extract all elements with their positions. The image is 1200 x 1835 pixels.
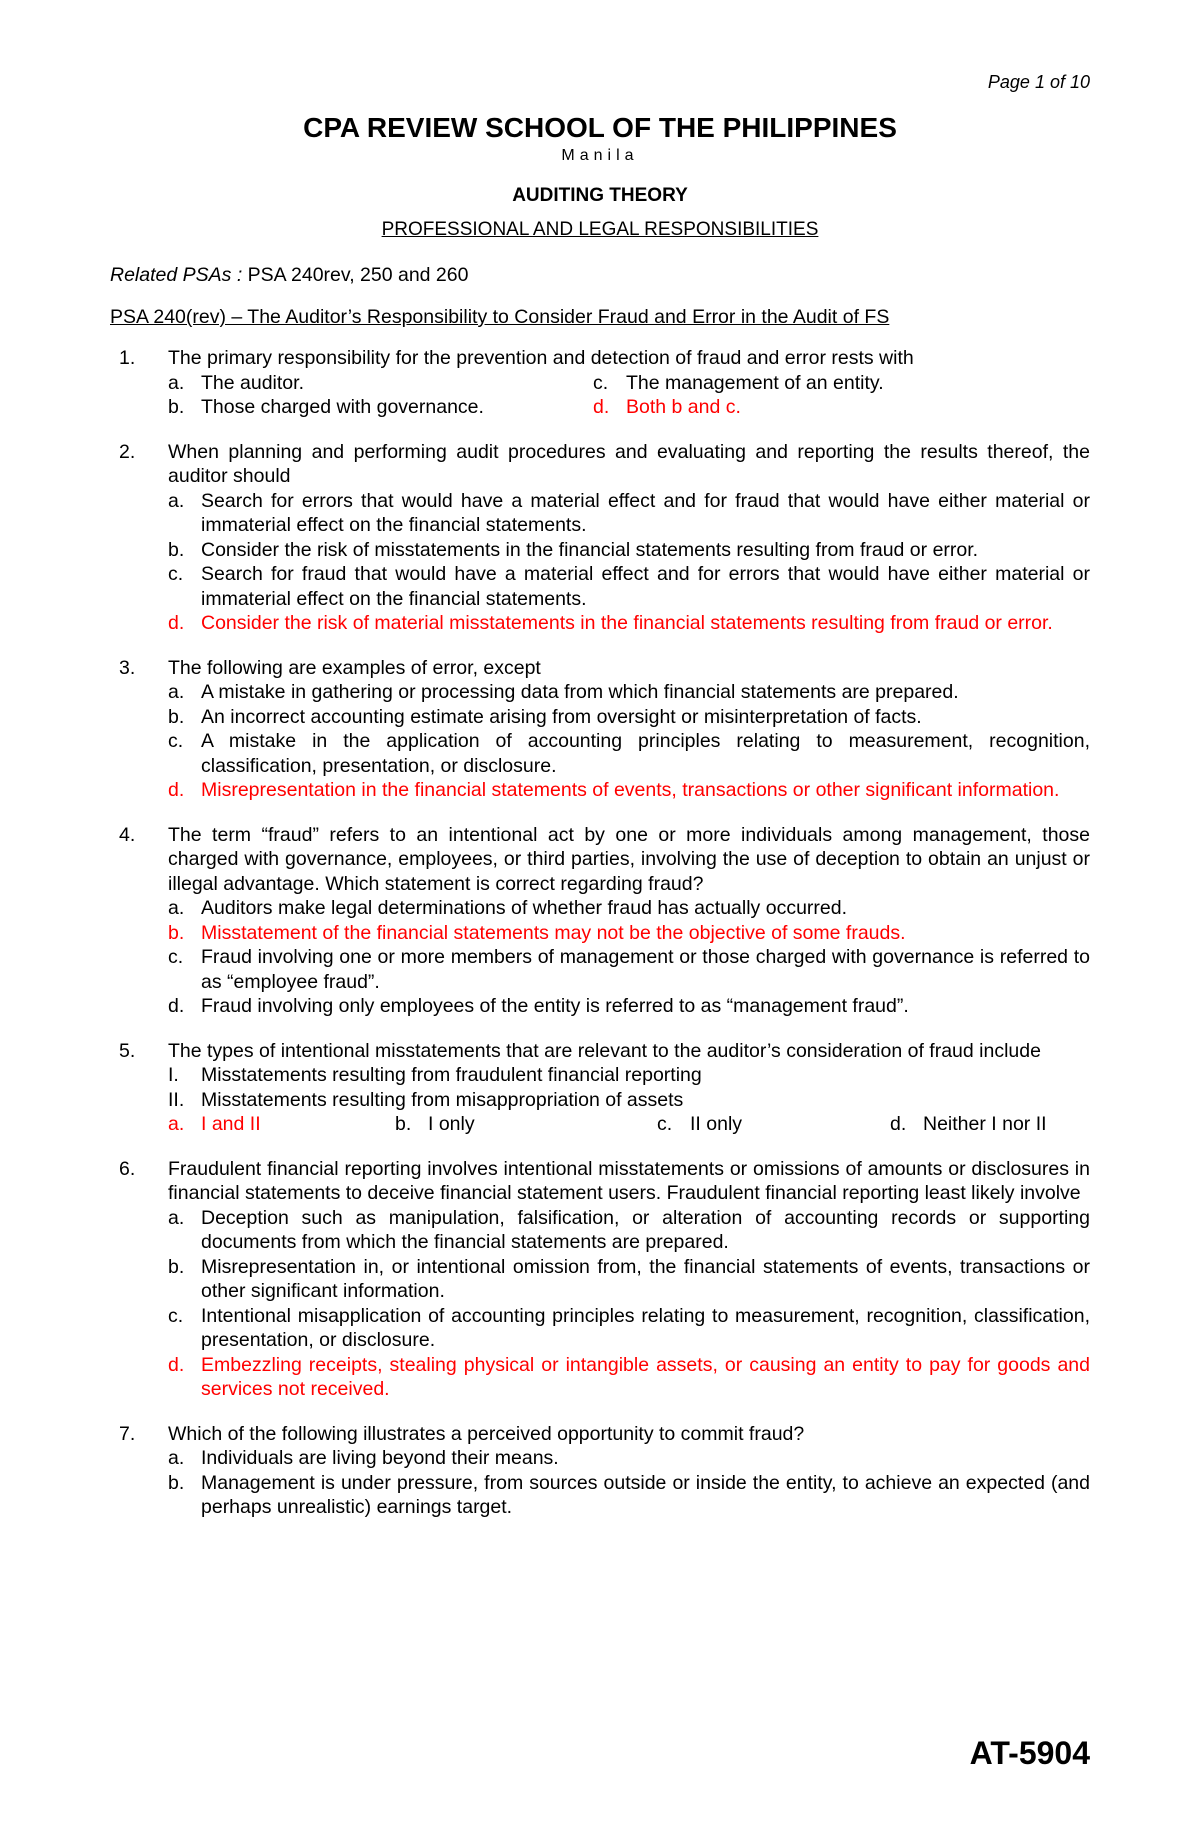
option-row xyxy=(168,1112,1090,1137)
option-b-answer xyxy=(168,921,1090,946)
question-6 xyxy=(110,1157,1090,1402)
subject-title: AUDITING THEORY xyxy=(512,185,688,206)
option-letter: b. xyxy=(168,538,185,561)
option-text: II only xyxy=(690,1113,743,1135)
option-letter: c. xyxy=(168,1304,184,1327)
option-text: Deception such as manipulation, falsification, or alteration of accounting records or supporting documents from which the financial statements are prepared. xyxy=(201,1206,1090,1253)
school-city: Manila xyxy=(561,147,639,164)
question-number: 1. xyxy=(119,347,136,369)
option-d-answer xyxy=(168,611,1090,636)
option-text: I and II xyxy=(201,1113,261,1135)
option-text: The management of an entity. xyxy=(626,371,884,394)
option-letter: a. xyxy=(168,681,185,703)
document-code: AT-5904 xyxy=(969,1735,1090,1771)
option-text: Search for fraud that would have a material effect and for errors that would have either material or immaterial effect on the financial statements. xyxy=(201,563,1090,610)
option-text: Consider the risk of misstatements in the financial statements resulting from fraud or error. xyxy=(201,538,979,561)
option-letter: a. xyxy=(168,897,185,919)
option-c xyxy=(168,729,1090,778)
option-d-answer xyxy=(593,395,993,420)
option-letter: a. xyxy=(168,1206,185,1229)
option-letter: d. xyxy=(890,1113,907,1135)
option-text: An incorrect accounting estimate arising from oversight or misinterpretation of facts. xyxy=(201,705,922,728)
question-number: 7. xyxy=(119,1422,136,1445)
question-7 xyxy=(110,1422,1090,1520)
option-letter: a. xyxy=(168,1447,185,1469)
option-text: Fraud involving one or more members of management or those charged with governance is referred to as “employee fraud”. xyxy=(201,946,1090,993)
option-text: Management is under pressure, from sources outside or inside the entity, to achieve an expected (and perhaps unrealistic) earnings target. xyxy=(201,1471,1090,1518)
option-c xyxy=(593,371,993,396)
question-stem: The term “fraud” refers to an intentional act by one or more individuals among management, those charged with governance, employees, or third parties, involving the use of deception to obtain an unjust or illegal advantage. Which statement is correct regarding fraud? xyxy=(168,823,1090,895)
option-letter: b. xyxy=(168,1471,185,1494)
option-b xyxy=(168,1255,1090,1304)
document-header xyxy=(110,110,1090,242)
option-text: Auditors make legal determinations of whether fraud has actually occurred. xyxy=(201,897,848,919)
related-psas-label: Related PSAs : xyxy=(110,264,243,286)
question-number: 5. xyxy=(119,1039,136,1062)
statement-numeral: II. xyxy=(168,1088,185,1111)
option-letter: a. xyxy=(168,489,185,512)
option-b xyxy=(168,1471,1090,1520)
option-a xyxy=(168,1206,1090,1255)
option-letter: b. xyxy=(168,705,185,728)
option-text: A mistake in gathering or processing data from which financial statements are prepared. xyxy=(201,681,959,703)
option-text: I only xyxy=(428,1113,475,1135)
option-a xyxy=(168,371,593,396)
question-number: 6. xyxy=(119,1157,136,1180)
question-2 xyxy=(110,440,1090,636)
statement-i xyxy=(168,1063,1090,1088)
section-title: PSA 240(rev) – The Auditor’s Responsibility to Consider Fraud and Error in the Audit of FS xyxy=(110,306,890,328)
option-c xyxy=(657,1112,890,1137)
option-text: Both b and c. xyxy=(626,396,741,418)
option-letter: b. xyxy=(168,396,185,418)
option-a xyxy=(168,489,1090,538)
option-text: Misrepresentation in the financial statements of events, transactions or other significant information. xyxy=(201,779,1060,801)
question-number: 3. xyxy=(119,656,136,679)
option-text: Search for errors that would have a material effect and for fraud that would have either material or immaterial effect on the financial statements. xyxy=(201,489,1090,536)
option-b xyxy=(168,705,1090,730)
question-number: 2. xyxy=(119,440,136,463)
question-3 xyxy=(110,656,1090,803)
option-text: Embezzling receipts, stealing physical or intangible assets, or causing an entity to pay for goods and services not received. xyxy=(201,1353,1090,1400)
option-a xyxy=(168,1446,1090,1471)
question-stem: The types of intentional misstatements that are relevant to the auditor’s consideration of fraud include xyxy=(168,1039,1041,1062)
question-stem: When planning and performing audit procedures and evaluating and reporting the results thereof, the auditor should xyxy=(168,440,1090,487)
option-letter: c. xyxy=(593,371,609,394)
option-letter: d. xyxy=(168,1353,185,1376)
question-number: 4. xyxy=(119,823,136,846)
option-letter: d. xyxy=(168,612,185,634)
option-text: A mistake in the application of accounting principles relating to measurement, recognition, classification, presentation, or disclosure. xyxy=(201,730,1090,777)
page-number: Page 1 of 10 xyxy=(987,72,1090,92)
school-name: CPA REVIEW SCHOOL OF THE PHILIPPINES xyxy=(303,112,897,143)
statement-text: Misstatements resulting from misappropriation of assets xyxy=(201,1088,684,1111)
option-d-answer xyxy=(168,778,1090,803)
question-stem: Fraudulent financial reporting involves intentional misstatements or omissions of amounts or disclosures in financial statements to deceive financial statement users. Fraudulent financial reporting least likely involve xyxy=(168,1157,1090,1204)
option-d-answer xyxy=(168,1353,1090,1402)
option-grid xyxy=(168,371,1090,420)
option-text: Neither I nor II xyxy=(923,1113,1047,1135)
option-c xyxy=(168,1304,1090,1353)
topic-title: PROFESSIONAL AND LEGAL RESPONSIBILITIES xyxy=(381,219,819,240)
question-stem: The following are examples of error, except xyxy=(168,656,541,679)
option-text: Fraud involving only employees of the entity is referred to as “management fraud”. xyxy=(201,995,909,1017)
option-letter: a. xyxy=(168,371,185,394)
option-text: The auditor. xyxy=(201,371,304,394)
option-letter: b. xyxy=(168,1255,185,1278)
statement-text: Misstatements resulting from fraudulent financial reporting xyxy=(201,1064,702,1086)
option-letter: a. xyxy=(168,1113,185,1135)
option-b xyxy=(168,538,1090,563)
option-d xyxy=(890,1112,1090,1137)
option-b xyxy=(168,395,593,420)
option-letter: c. xyxy=(168,946,184,968)
option-b xyxy=(395,1112,657,1137)
option-letter: b. xyxy=(395,1113,412,1135)
option-letter: c. xyxy=(168,563,184,585)
option-text: Intentional misapplication of accounting principles relating to measurement, recognition, classification, presentation, or disclosure. xyxy=(201,1304,1090,1351)
option-letter: d. xyxy=(168,995,185,1017)
option-d xyxy=(168,994,1090,1019)
option-a xyxy=(168,680,1090,705)
option-letter: c. xyxy=(168,730,184,752)
related-psas-value: PSA 240rev, 250 and 260 xyxy=(242,264,469,286)
question-1 xyxy=(110,346,1090,420)
question-stem: The primary responsibility for the prevention and detection of fraud and error rests with xyxy=(168,347,914,369)
option-letter: c. xyxy=(657,1113,673,1135)
option-text: Those charged with governance. xyxy=(201,396,484,418)
question-list xyxy=(110,346,1090,1540)
option-text: Consider the risk of material misstatements in the financial statements resulting from fraud or error. xyxy=(201,612,1053,634)
option-a xyxy=(168,896,1090,921)
option-letter: d. xyxy=(593,396,610,418)
option-text: Misstatement of the financial statements may not be the objective of some frauds. xyxy=(201,921,906,944)
question-5 xyxy=(110,1039,1090,1137)
question-4 xyxy=(110,823,1090,1019)
option-letter: d. xyxy=(168,779,185,801)
option-letter: b. xyxy=(168,921,185,944)
question-stem: Which of the following illustrates a perceived opportunity to commit fraud? xyxy=(168,1422,805,1445)
option-text: Misrepresentation in, or intentional omission from, the financial statements of events, transactions or other significant information. xyxy=(201,1255,1090,1302)
statement-numeral: I. xyxy=(168,1064,179,1086)
statement-ii xyxy=(168,1088,1090,1113)
related-psas xyxy=(110,263,468,288)
option-c xyxy=(168,945,1090,994)
option-text: Individuals are living beyond their means. xyxy=(201,1447,559,1469)
option-a-answer xyxy=(168,1112,395,1137)
option-c xyxy=(168,562,1090,611)
